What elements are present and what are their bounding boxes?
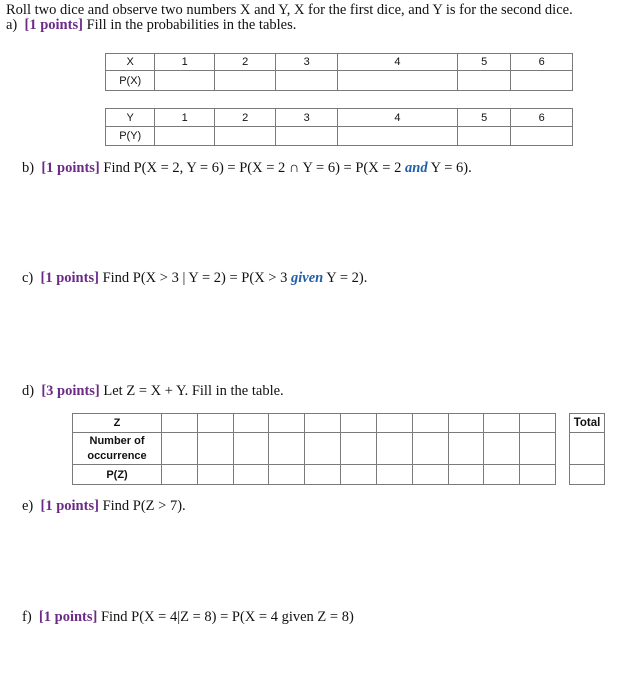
part-a-label: a)	[6, 17, 18, 33]
table-z-cell[interactable]	[162, 414, 198, 433]
table-z-cell[interactable]	[484, 433, 520, 465]
table-z-cell[interactable]	[269, 414, 305, 433]
table-z-cell[interactable]	[484, 465, 520, 485]
part-c-text-end: Y = 2).	[326, 270, 368, 286]
intro-text: Roll two dice and observe two numbers X and Y, X for the first dice, and Y is for the second dice.	[6, 2, 573, 18]
part-a-line	[6, 17, 296, 34]
part-c-line	[22, 270, 367, 287]
part-a-points: [1 points]	[24, 17, 83, 33]
table-y-cell[interactable]	[511, 127, 573, 146]
table-z-cell[interactable]	[520, 465, 556, 485]
table-y-var: Y	[106, 109, 155, 127]
part-f-label: f)	[22, 609, 32, 625]
table-x-var: X	[106, 54, 155, 71]
part-c-text: Find P(X > 3 | Y = 2) = P(X > 3	[102, 270, 288, 286]
table-z-cell[interactable]	[448, 465, 484, 485]
part-c-label: c)	[22, 270, 34, 286]
table-y-cell[interactable]	[214, 127, 276, 146]
table-z-cell[interactable]	[197, 433, 233, 465]
table-x-val-2: 2	[214, 54, 276, 71]
table-x	[105, 53, 573, 91]
table-z-cell[interactable]	[162, 433, 198, 465]
table-x-cell[interactable]	[457, 71, 510, 91]
part-b-label: b)	[22, 160, 35, 176]
table-z-cell[interactable]	[162, 465, 198, 485]
part-f-text: Find P(X = 4|Z = 8) = P(X = 4 given Z = 8)	[100, 609, 354, 625]
table-x-cell[interactable]	[276, 71, 338, 91]
table-z-cell[interactable]	[376, 433, 412, 465]
table-y-val-5: 5	[457, 109, 510, 127]
table-z-occurrence-label: Number of occurrence	[73, 433, 162, 465]
part-b-line	[22, 160, 472, 177]
table-z-cell[interactable]	[233, 414, 269, 433]
table-z-cell[interactable]	[412, 433, 448, 465]
part-b-keyword: and	[405, 160, 428, 176]
table-x-val-4: 4	[337, 54, 457, 71]
part-d-label: d)	[22, 383, 35, 399]
table-y-cell[interactable]	[276, 127, 338, 146]
part-e-line	[22, 498, 186, 515]
table-y-val-3: 3	[276, 109, 338, 127]
table-z-cell[interactable]	[520, 414, 556, 433]
table-y	[105, 108, 573, 146]
table-z-header: Z	[73, 414, 162, 433]
table-x-val-3: 3	[276, 54, 338, 71]
table-x-val-6: 6	[511, 54, 573, 71]
part-f-points: [1 points]	[38, 609, 98, 625]
table-z-cell[interactable]	[448, 433, 484, 465]
table-z-cell[interactable]	[305, 465, 341, 485]
table-z-cell[interactable]	[341, 465, 377, 485]
table-z-cell[interactable]	[341, 414, 377, 433]
part-a-text: Fill in the probabilities in the tables.	[86, 17, 297, 33]
table-z-cell[interactable]	[412, 465, 448, 485]
part-e-label: e)	[22, 498, 34, 514]
table-y-prob: P(Y)	[106, 127, 155, 146]
table-x-cell[interactable]	[155, 71, 215, 91]
table-z-cell[interactable]	[305, 414, 341, 433]
table-x-val-1: 1	[155, 54, 215, 71]
table-y-val-2: 2	[214, 109, 276, 127]
table-z-cell[interactable]	[376, 465, 412, 485]
table-x-val-5: 5	[457, 54, 510, 71]
part-c-points: [1 points]	[40, 270, 99, 286]
part-b-text-end: Y = 6).	[430, 160, 472, 176]
table-y-cell[interactable]	[457, 127, 510, 146]
table-z-cell[interactable]	[269, 465, 305, 485]
part-f-line	[22, 609, 354, 626]
table-z-cell[interactable]	[233, 433, 269, 465]
table-z-cell[interactable]	[197, 465, 233, 485]
table-y-val-6: 6	[511, 109, 573, 127]
part-b-points: [1 points]	[41, 160, 100, 176]
table-x-cell[interactable]	[511, 71, 573, 91]
table-z-cell[interactable]	[484, 414, 520, 433]
table-total-header: Total	[570, 414, 605, 433]
table-x-prob: P(X)	[106, 71, 155, 91]
table-z-cell[interactable]	[376, 414, 412, 433]
table-z-cell[interactable]	[448, 414, 484, 433]
part-d-text: Let Z = X + Y. Fill in the table.	[103, 383, 284, 399]
table-y-val-1: 1	[155, 109, 215, 127]
table-y-val-4: 4	[337, 109, 457, 127]
part-e-points: [1 points]	[40, 498, 99, 514]
table-z	[72, 413, 556, 485]
table-z-cell[interactable]	[305, 433, 341, 465]
part-c-keyword: given	[290, 270, 324, 286]
part-d-points: [3 points]	[41, 383, 100, 399]
table-z-prob-label: P(Z)	[73, 465, 162, 485]
table-z-cell[interactable]	[269, 433, 305, 465]
table-x-cell[interactable]	[214, 71, 276, 91]
table-y-cell[interactable]	[155, 127, 215, 146]
table-z-cell[interactable]	[233, 465, 269, 485]
table-total-cell[interactable]	[570, 465, 605, 485]
table-z-cell[interactable]	[197, 414, 233, 433]
table-z-cell[interactable]	[412, 414, 448, 433]
part-e-text: Find P(Z > 7).	[102, 498, 186, 514]
table-total-cell[interactable]	[570, 433, 605, 465]
table-y-cell[interactable]	[337, 127, 457, 146]
table-x-cell[interactable]	[337, 71, 457, 91]
table-z-cell[interactable]	[341, 433, 377, 465]
table-total	[569, 413, 605, 485]
part-d-line	[22, 383, 284, 400]
part-b-text: Find P(X = 2, Y = 6) = P(X = 2 ∩ Y = 6) = P(X = 2	[103, 160, 402, 176]
table-z-cell[interactable]	[520, 433, 556, 465]
